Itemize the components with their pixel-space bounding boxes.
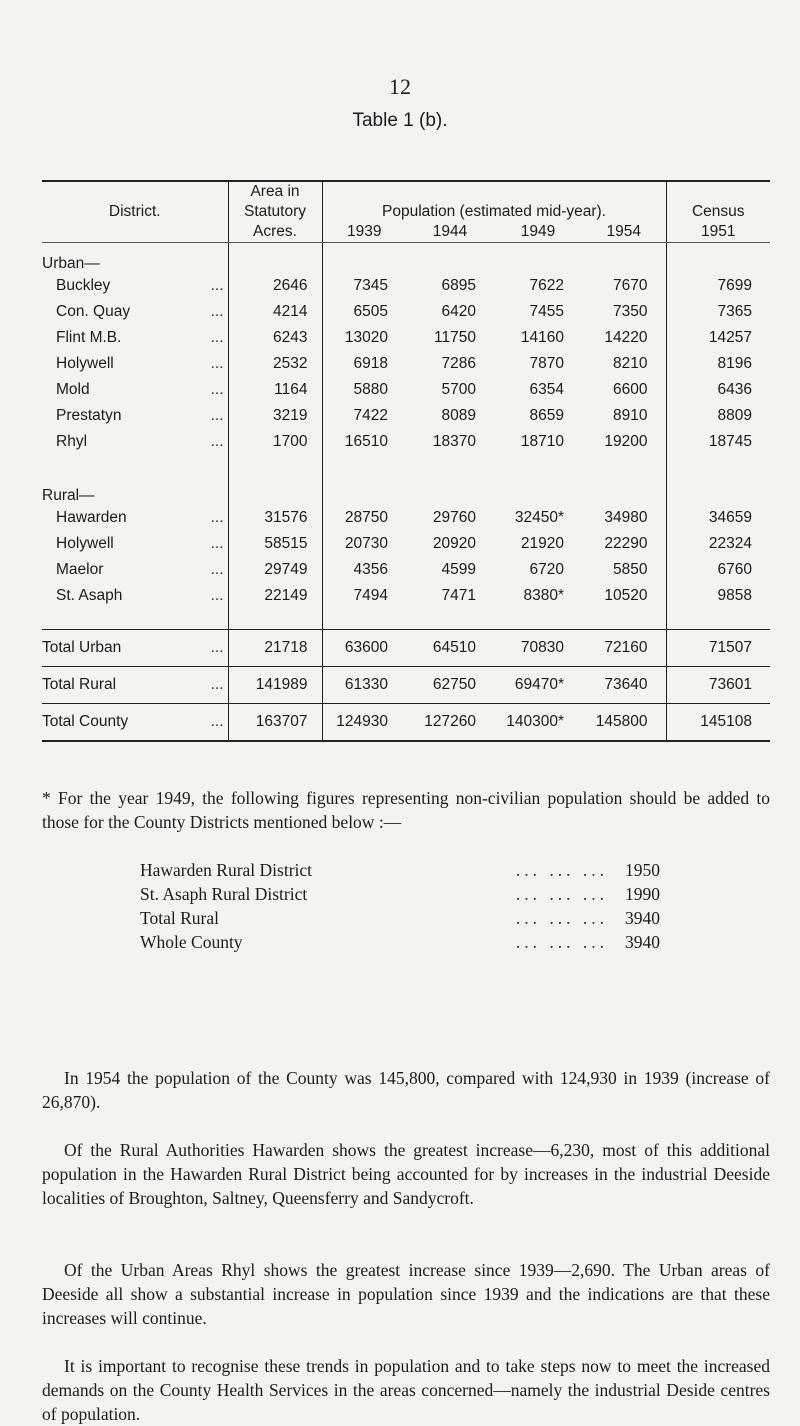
- area-value: 21718: [228, 630, 322, 667]
- pop-1949: 6720: [529, 561, 564, 578]
- table-row: [42, 299, 770, 325]
- table-row: [42, 667, 770, 704]
- page-number: 12: [389, 74, 411, 99]
- leader-dots: ...: [210, 713, 224, 730]
- table-row: [42, 429, 770, 455]
- footnote-item: [140, 882, 660, 906]
- pop-1954: 14220: [604, 329, 648, 346]
- pop-1944: 7286: [441, 355, 476, 372]
- census-1951: 34659: [666, 505, 770, 531]
- pop-1954: 10520: [604, 587, 648, 604]
- pop-1944: 6420: [441, 303, 476, 320]
- pop-1944: 29760: [432, 509, 476, 526]
- rural-label: Rural—: [42, 487, 95, 504]
- header-year-1949: 1949: [494, 222, 582, 243]
- district-name: Flint M.B.: [56, 329, 122, 346]
- footnote-item-label: Whole County: [140, 932, 243, 952]
- table-row: [42, 403, 770, 429]
- table-row: [42, 704, 770, 742]
- area-value: 4214: [228, 299, 322, 325]
- district-name: Holywell: [56, 535, 114, 552]
- leader-dots: ...: [210, 381, 224, 398]
- pop-1939: 13020: [322, 325, 406, 351]
- table-row: [42, 377, 770, 403]
- pop-1939: 124930: [322, 704, 406, 742]
- leader-dots: ...: [210, 355, 224, 372]
- district-name: Prestatyn: [56, 407, 122, 424]
- header-area-line2: Statutory: [228, 202, 322, 222]
- pop-1954: 22290: [604, 535, 648, 552]
- pop-1949: 70830: [494, 630, 582, 667]
- leader-dots: ... ... ...: [515, 908, 608, 928]
- table-row: [42, 273, 770, 299]
- pop-1939: 63600: [322, 630, 406, 667]
- district-name: Rhyl: [56, 433, 88, 450]
- header-census: Census: [666, 202, 770, 222]
- census-1951: 145108: [666, 704, 770, 742]
- pop-1949: 7455: [529, 303, 564, 320]
- footnote-item-label: St. Asaph Rural District: [140, 884, 308, 904]
- leader-dots: ...: [210, 329, 224, 346]
- paragraph-2: Of the Rural Authorities Hawarden shows the greatest increase—6,230, most of this additional population in the Hawarden Rural District being accounted for by increases in the industrial Deeside localities of Broughton, Saltney, Queensferry and Sandycroft.: [42, 1140, 770, 1208]
- area-value: 31576: [228, 505, 322, 531]
- pop-1954: 5850: [613, 561, 648, 578]
- header-year-1944: 1944: [406, 222, 494, 243]
- census-1951: 6760: [666, 557, 770, 583]
- footnote-list: [140, 858, 660, 954]
- paragraph-3: Of the Urban Areas Rhyl shows the greatest increase since 1939—2,690. The Urban areas of Deeside all show a substantial increase in population since 1939 and the indications are that these increases will continue.: [42, 1260, 770, 1328]
- table-row: [42, 630, 770, 667]
- pop-1949: 21920: [520, 535, 564, 552]
- pop-1954: 7350: [613, 303, 648, 320]
- pop-1949: 6354: [529, 381, 564, 398]
- area-value: 2646: [228, 273, 322, 299]
- leader-dots: ...: [210, 587, 224, 604]
- pop-1939: 61330: [322, 667, 406, 704]
- footnote-item-label: Total Rural: [140, 908, 219, 928]
- pop-1954: 145800: [582, 704, 666, 742]
- footnote-item: [140, 906, 660, 930]
- census-1951: 73601: [666, 667, 770, 704]
- pop-1954: 72160: [582, 630, 666, 667]
- leader-dots: ...: [210, 676, 224, 693]
- header-district: District.: [108, 203, 161, 220]
- header-census-year: 1951: [666, 222, 770, 243]
- pop-1944: 18370: [432, 433, 476, 450]
- pop-1939: 16510: [322, 429, 406, 455]
- leader-dots: ...: [210, 407, 224, 424]
- pop-1944: 64510: [406, 630, 494, 667]
- table-row: [42, 557, 770, 583]
- area-value: 141989: [228, 667, 322, 704]
- pop-1949: 14160: [520, 329, 564, 346]
- footnote-item-value: 1990: [625, 884, 660, 904]
- leader-dots: ...: [210, 561, 224, 578]
- pop-1954: 8910: [613, 407, 648, 424]
- pop-1949: 7622: [529, 277, 564, 294]
- pop-1939: 7494: [322, 583, 406, 609]
- census-1951: 9858: [666, 583, 770, 609]
- district-name: Total Rural: [42, 676, 117, 693]
- census-1951: 7365: [666, 299, 770, 325]
- footnote-item-label: Hawarden Rural District: [140, 860, 313, 880]
- pop-1949: 69470*: [494, 667, 582, 704]
- district-name: Total County: [42, 713, 129, 730]
- district-name: Holywell: [56, 355, 114, 372]
- pop-1939: 7345: [322, 273, 406, 299]
- urban-label: Urban—: [42, 255, 100, 272]
- pop-1949: 18710: [520, 433, 564, 450]
- table-row: [42, 325, 770, 351]
- pop-1944: 8089: [441, 407, 476, 424]
- pop-1949: 8380*: [523, 587, 564, 604]
- area-value: 1700: [228, 429, 322, 455]
- pop-1944: 6895: [441, 277, 476, 294]
- table-row: [42, 505, 770, 531]
- pop-1939: 20730: [322, 531, 406, 557]
- district-name: Total Urban: [42, 639, 122, 656]
- district-name: Mold: [56, 381, 90, 398]
- pop-1939: 6918: [322, 351, 406, 377]
- header-area-line1: Area in: [228, 181, 322, 202]
- footnote-item: [140, 930, 660, 954]
- leader-dots: ...: [210, 509, 224, 526]
- table-title: Table 1 (b).: [352, 110, 448, 131]
- table-row: [42, 351, 770, 377]
- pop-1954: 8210: [613, 355, 648, 372]
- footnote-item: [140, 858, 660, 882]
- pop-1944: 5700: [441, 381, 476, 398]
- pop-1949: 7870: [529, 355, 564, 372]
- paragraph-4: It is important to recognise these trends in population and to take steps now to meet the increased demands on the County Health Services in the areas concerned—namely the industrial Deside centres of population.: [42, 1356, 770, 1424]
- area-value: 29749: [228, 557, 322, 583]
- leader-dots: ...: [210, 639, 224, 656]
- census-1951: 14257: [666, 325, 770, 351]
- area-value: 58515: [228, 531, 322, 557]
- pop-1949: 140300*: [494, 704, 582, 742]
- area-value: 22149: [228, 583, 322, 609]
- census-1951: 6436: [666, 377, 770, 403]
- pop-1954: 7670: [613, 277, 648, 294]
- district-name: Buckley: [56, 277, 111, 294]
- header-year-1954: 1954: [582, 222, 666, 243]
- pop-1944: 7471: [441, 587, 476, 604]
- leader-dots: ... ... ...: [515, 932, 608, 952]
- pop-1939: 28750: [322, 505, 406, 531]
- leader-dots: ... ... ...: [515, 860, 608, 880]
- census-1951: 18745: [666, 429, 770, 455]
- pop-1954: 73640: [582, 667, 666, 704]
- leader-dots: ...: [210, 303, 224, 320]
- pop-1939: 4356: [322, 557, 406, 583]
- pop-1944: 20920: [432, 535, 476, 552]
- pop-1949: 32450*: [514, 509, 564, 526]
- district-name: St. Asaph: [56, 587, 123, 604]
- pop-1954: 6600: [613, 381, 648, 398]
- district-name: Maelor: [56, 561, 104, 578]
- pop-1939: 7422: [322, 403, 406, 429]
- pop-1944: 127260: [406, 704, 494, 742]
- footnote-item-value: 3940: [625, 932, 660, 952]
- area-value: 2532: [228, 351, 322, 377]
- pop-1939: 6505: [322, 299, 406, 325]
- census-1951: 22324: [666, 531, 770, 557]
- footnote: * For the year 1949, the following figures representing non-civilian population should be added to those for the County Districts mentioned below :—: [42, 788, 770, 832]
- header-area-line3: Acres.: [228, 222, 322, 243]
- pop-1949: 8659: [529, 407, 564, 424]
- pop-1944: 62750: [406, 667, 494, 704]
- district-name: Hawarden: [56, 509, 127, 526]
- footnote-item-value: 1950: [625, 860, 660, 880]
- leader-dots: ...: [210, 277, 224, 294]
- area-value: 3219: [228, 403, 322, 429]
- area-value: 6243: [228, 325, 322, 351]
- paragraph-1: In 1954 the population of the County was 145,800, compared with 124,930 in 1939 (increase of 26,870).: [42, 1068, 770, 1112]
- pop-1954: 34980: [604, 509, 648, 526]
- census-1951: 7699: [666, 273, 770, 299]
- pop-1939: 5880: [322, 377, 406, 403]
- census-1951: 8196: [666, 351, 770, 377]
- pop-1944: 11750: [434, 329, 476, 346]
- census-1951: 71507: [666, 630, 770, 667]
- table-row: [42, 583, 770, 609]
- area-value: 1164: [228, 377, 322, 403]
- area-value: 163707: [228, 704, 322, 742]
- header-population: Population (estimated mid-year).: [322, 202, 666, 222]
- census-1951: 8809: [666, 403, 770, 429]
- district-name: Con. Quay: [56, 303, 131, 320]
- pop-1954: 19200: [604, 433, 648, 450]
- header-year-1939: 1939: [322, 222, 406, 243]
- footnote-item-value: 3940: [625, 908, 660, 928]
- leader-dots: ...: [210, 535, 224, 552]
- table-row: [42, 531, 770, 557]
- leader-dots: ...: [210, 433, 224, 450]
- leader-dots: ... ... ...: [515, 884, 608, 904]
- pop-1944: 4599: [441, 561, 476, 578]
- population-table: [42, 180, 770, 742]
